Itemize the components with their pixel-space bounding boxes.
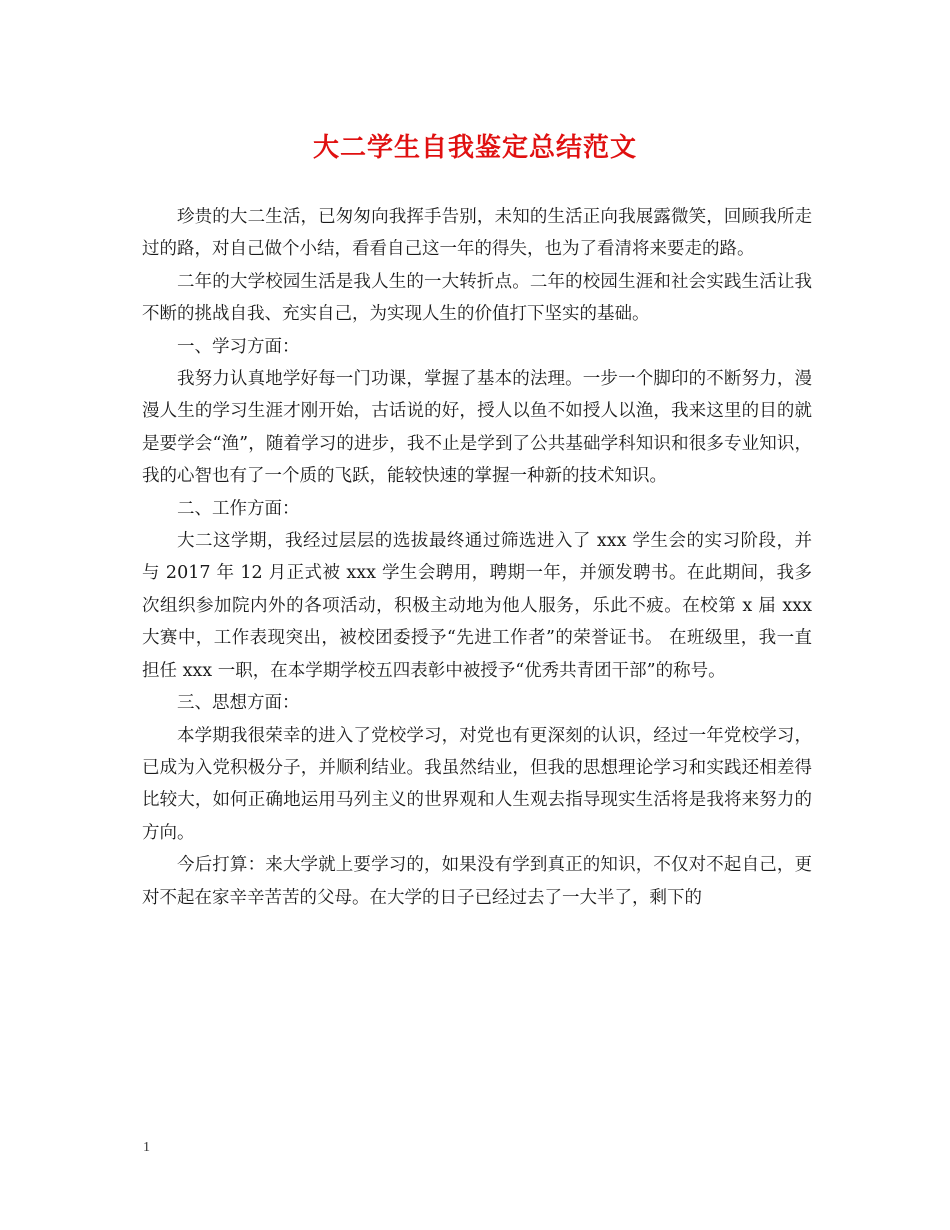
document-body bbox=[142, 201, 812, 914]
paragraph-work: 大二这学期，我经过层层的选拔最终通过筛选进入了 xxx 学生会的实习阶段，并与 2017 年 12 月正式被 xxx 学生会聘用，聘期一年，并颁发聘书。在此期间，我多次组织参加院内外的各项活动，积极主动地为他人服务，乐此不疲。在校第 x 届 xxx 大赛中，工作表现突出，被校团委授予“先进工作者”的荣誉证书。 在班级里，我一直担任 xxx 一职，在本学期学校五四表彰中被授予“优秀共青团干部”的称号。 bbox=[142, 531, 812, 681]
section-heading-thought: 三、思想方面： bbox=[177, 693, 300, 714]
page-number: 1 bbox=[143, 1140, 150, 1155]
document-title: 大二学生自我鉴定总结范文 bbox=[312, 133, 637, 163]
paragraph-study: 我努力认真地学好每一门功课，掌握了基本的法理。一步一个脚印的不断努力，漫漫人生的学习生涯才刚开始，古话说的好，授人以鱼不如授人以渔，我来这里的目的就是要学会“渔”，随着学习的进步，我不止是学到了公共基础学科知识和很多专业知识，我的心智也有了一个质的飞跃，能较快速的掌握一种新的技术知识。 bbox=[142, 369, 812, 487]
paragraph-thought: 本学期我很荣幸的进入了党校学习，对党也有更深刻的认识，经过一年党校学习，已成为入党积极分子，并顺利结业。我虽然结业，但我的思想理论学习和实践还相差得比较大，如何正确地运用马列主义的世界观和人生观去指导现实生活将是我将来努力的方向。 bbox=[142, 725, 812, 843]
section-heading-study: 一、学习方面： bbox=[177, 336, 300, 357]
paragraph-overview: 二年的大学校园生活是我人生的一大转折点。二年的校园生涯和社会实践生活让我不断的挑战自我、充实自己，为实现人生的价值打下坚实的基础。 bbox=[142, 271, 812, 325]
section-heading-work: 二、工作方面： bbox=[177, 498, 300, 519]
paragraph-intro: 珍贵的大二生活，已匆匆向我挥手告别，未知的生活正向我展露微笑，回顾我所走过的路，对自己做个小结，看看自己这一年的得失，也为了看清将来要走的路。 bbox=[142, 207, 812, 260]
paragraph-future-plans: 今后打算：来大学就上要学习的，如果没有学到真正的知识，不仅对不起自己，更对不起在家辛辛苦苦的父母。在大学的日子已经过去了一大半了，剩下的 bbox=[142, 855, 812, 908]
